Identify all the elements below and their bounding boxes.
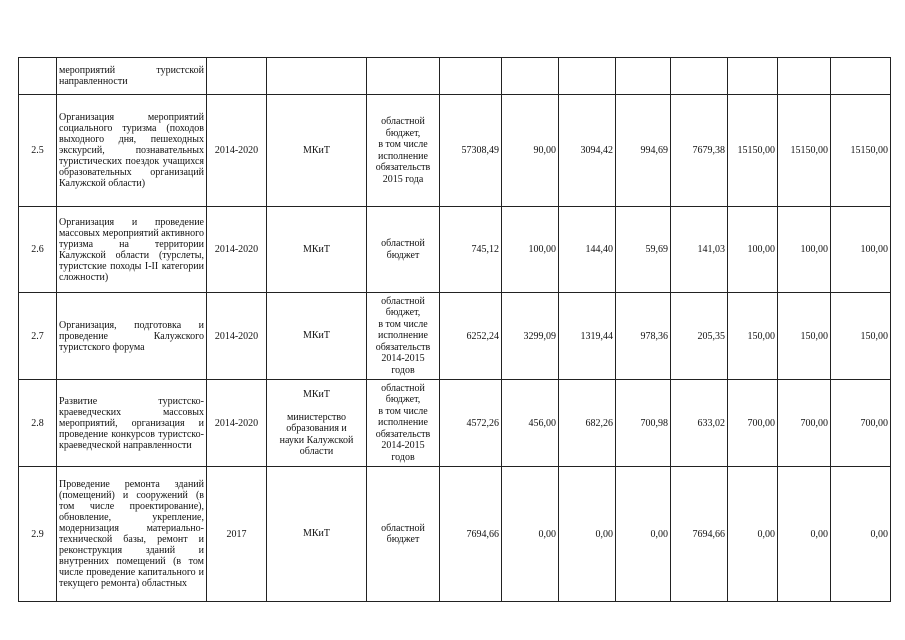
amount-cell: 456,00 [502, 380, 559, 467]
funding-source-cell [367, 207, 440, 293]
amount-cell: 15150,00 [728, 95, 778, 207]
measure-name-cell: Организация и проведение массовых мероприятий активного туризма на территории Калужской области (турслеты, туристские походы I-II категории сложности) [57, 207, 207, 293]
amount-cell: 700,00 [831, 380, 891, 467]
funding-source-cell [367, 467, 440, 602]
funding-source-line: областной [381, 295, 425, 307]
row-number-cell [19, 58, 57, 95]
funding-source-cell [367, 293, 440, 380]
funding-source-line: бюджет [386, 249, 420, 261]
amount-cell: 150,00 [831, 293, 891, 380]
amount-cell [559, 58, 616, 95]
table-row [19, 293, 891, 380]
amount-cell: 0,00 [728, 467, 778, 602]
executor-line: МКиТ [302, 243, 331, 255]
table-row [19, 95, 891, 207]
funding-source-line: обязательств [375, 341, 431, 353]
amount-cell [616, 58, 671, 95]
executor-cell [267, 207, 367, 293]
amount-cell: 3094,42 [559, 95, 616, 207]
row-number-cell: 2.8 [19, 380, 57, 467]
funding-source-line: годов [391, 451, 415, 463]
measure-name-cell: Развитие туристско-краеведческих массовых мероприятий, организация и проведение конкурсов туристско-краеведческой направленности [57, 380, 207, 467]
term-cell: 2014-2020 [207, 293, 267, 380]
measure-name-cell: Организация, подготовка и проведение Калужского туристского форума [57, 293, 207, 380]
funding-source-line: областной [381, 116, 425, 127]
amount-cell [831, 58, 891, 95]
executor-cell [267, 380, 367, 467]
amount-cell: 6252,24 [440, 293, 502, 380]
table-body [19, 58, 891, 602]
funding-source-cell [367, 58, 440, 95]
amount-cell [728, 58, 778, 95]
amount-cell: 100,00 [502, 207, 559, 293]
executor-line: МКиТ [302, 144, 331, 156]
amount-cell: 682,26 [559, 380, 616, 467]
amount-cell: 0,00 [831, 467, 891, 602]
amount-cell: 0,00 [502, 467, 559, 602]
funding-source-line: областной [381, 238, 425, 249]
funding-source-line: исполнение [378, 417, 428, 429]
funding-source-line: бюджет [386, 534, 420, 545]
amount-cell: 7679,38 [671, 95, 728, 207]
row-number-cell: 2.7 [19, 293, 57, 380]
amount-cell: 141,03 [671, 207, 728, 293]
funding-source-line: 2014-2015 [381, 440, 425, 452]
executor-cell [267, 58, 367, 95]
funding-source-line: годов [391, 364, 415, 376]
executor-line: образования и [286, 423, 347, 434]
amount-cell: 700,00 [728, 380, 778, 467]
funding-source-line: обязательств [375, 428, 431, 440]
funding-source-line: в том числе [378, 405, 428, 417]
funding-source-line: обязательств [375, 162, 431, 173]
funding-source-cell [367, 380, 440, 467]
term-cell: 2014-2020 [207, 380, 267, 467]
budget-table [18, 57, 891, 602]
funding-source-line: 2015 года [382, 173, 424, 185]
measure-name-cell: мероприятий туристской направленности [57, 58, 207, 95]
funding-source-line: в том числе [378, 318, 428, 330]
table-row [19, 58, 891, 95]
executor-line: науки Калужской [279, 434, 354, 446]
funding-source-line: областной [381, 522, 425, 534]
funding-source-line: областной [381, 382, 425, 394]
row-number-cell: 2.9 [19, 467, 57, 602]
measure-name-cell: Проведение ремонта зданий (помещений) и сооружений (в том числе проектирование), обновление, укрепление, модернизация материально-технической базы, ремонт и реконструкция зданий и внутренних помещений (в том числе проведение капитального и текущего ремонта) областных [57, 467, 207, 602]
executor-line: МКиТ [302, 528, 331, 540]
term-cell [207, 58, 267, 95]
amount-cell: 100,00 [778, 207, 831, 293]
amount-cell: 15150,00 [831, 95, 891, 207]
amount-cell: 0,00 [778, 467, 831, 602]
executor-line: МКиТ [302, 388, 331, 400]
executor-line: области [299, 446, 334, 457]
amount-cell: 144,40 [559, 207, 616, 293]
term-cell: 2014-2020 [207, 207, 267, 293]
table-row [19, 467, 891, 602]
amount-cell: 994,69 [616, 95, 671, 207]
amount-cell: 90,00 [502, 95, 559, 207]
amount-cell: 15150,00 [778, 95, 831, 207]
funding-source-line: бюджет, [385, 307, 421, 319]
amount-cell: 0,00 [559, 467, 616, 602]
amount-cell: 7694,66 [440, 467, 502, 602]
funding-source-line: 2014-2015 [381, 353, 425, 365]
funding-source-line: исполнение [378, 330, 428, 342]
row-number-cell: 2.5 [19, 95, 57, 207]
amount-cell [671, 58, 728, 95]
table-row [19, 207, 891, 293]
amount-cell: 700,00 [778, 380, 831, 467]
amount-cell: 57308,49 [440, 95, 502, 207]
amount-cell: 1319,44 [559, 293, 616, 380]
amount-cell: 0,00 [616, 467, 671, 602]
amount-cell: 150,00 [728, 293, 778, 380]
amount-cell: 700,98 [616, 380, 671, 467]
term-cell: 2017 [207, 467, 267, 602]
executor-cell [267, 467, 367, 602]
executor-line: МКиТ [302, 330, 331, 342]
table-row [19, 380, 891, 467]
amount-cell: 978,36 [616, 293, 671, 380]
executor-line [269, 400, 364, 412]
executor-line: министерство [286, 411, 347, 423]
amount-cell: 3299,09 [502, 293, 559, 380]
amount-cell: 100,00 [728, 207, 778, 293]
executor-cell [267, 95, 367, 207]
amount-cell: 4572,26 [440, 380, 502, 467]
amount-cell [778, 58, 831, 95]
funding-source-line: в том числе [378, 139, 428, 150]
amount-cell [440, 58, 502, 95]
amount-cell: 205,35 [671, 293, 728, 380]
amount-cell [502, 58, 559, 95]
amount-cell: 745,12 [440, 207, 502, 293]
term-cell: 2014-2020 [207, 95, 267, 207]
funding-source-cell [367, 95, 440, 207]
executor-cell [267, 293, 367, 380]
amount-cell: 7694,66 [671, 467, 728, 602]
funding-source-line: исполнение [378, 150, 428, 162]
amount-cell: 59,69 [616, 207, 671, 293]
row-number-cell: 2.6 [19, 207, 57, 293]
funding-source-line: бюджет, [385, 127, 421, 139]
amount-cell: 100,00 [831, 207, 891, 293]
funding-source-line: бюджет, [385, 394, 421, 406]
amount-cell: 150,00 [778, 293, 831, 380]
measure-name-cell: Организация мероприятий социального туризма (походов выходного дня, пешеходных экскурсий, познавательных туристических поездок учащихся образовательных организаций Калужской области) [57, 95, 207, 207]
amount-cell: 633,02 [671, 380, 728, 467]
